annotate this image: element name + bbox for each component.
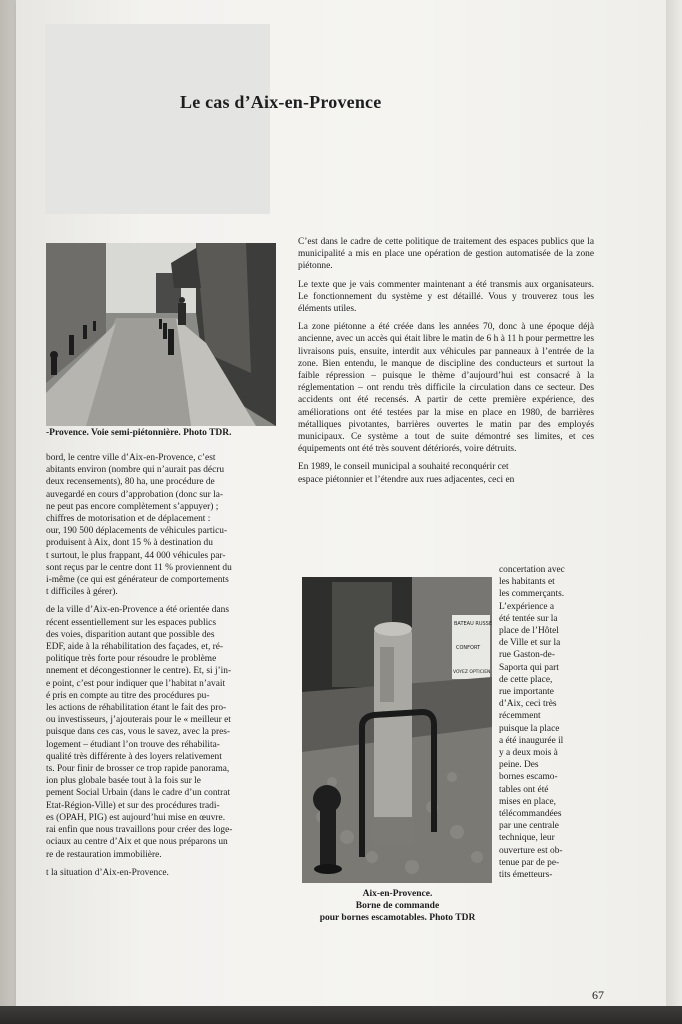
text-line: chiffres de motorisation et de déplacement :	[46, 514, 211, 525]
text-line: les commerçants.	[499, 589, 565, 600]
text-line: politique très forte pour résoudre le problème	[46, 654, 217, 665]
text-line: é pris en compte au titre des procédures pu-	[46, 690, 210, 701]
text-line: rai enfin que nous travaillons pour créer des loge-	[46, 825, 233, 836]
photo-caption: -Provence. Voie semi-piétonnière. Photo TDR.	[46, 428, 232, 438]
table-edge	[0, 1006, 682, 1024]
text-line: e point, c’est pour indiquer que l’habitat n’avait	[46, 678, 226, 689]
text-line: puisque la place	[499, 723, 560, 734]
shop-sign: CONFORT	[456, 645, 481, 651]
text-line: peine. Des	[499, 760, 539, 771]
bollard-photo	[302, 577, 492, 883]
text-line: concertation avec	[499, 565, 565, 575]
text-line: bord, le centre ville d’Aix-en-Provence, c’est	[46, 453, 216, 463]
text-line: de Ville et sur la	[499, 638, 561, 649]
text-line: logement – étudiant l’on trouve des réhabilita-	[46, 739, 220, 750]
narrow-text-column	[499, 564, 595, 881]
shop-sign: BATEAU RUSSE	[454, 621, 492, 627]
text-line: L’expérience a	[499, 601, 555, 612]
text-line: produisent à Aix, dont 15 % à destination du	[46, 538, 213, 549]
text-line: sont reçus par le centre dont 11 % proviennent du	[46, 562, 232, 573]
text-line: tables ont été	[499, 784, 549, 795]
text-line: qualité très différente à des loyers relativement	[46, 751, 222, 762]
caption-line: pour bornes escamotables. Photo TDR	[319, 913, 476, 923]
text-line: re de restauration immobilière.	[46, 849, 162, 860]
paragraph-line: En 1989, le conseil municipal a souhaité reconquérir cet	[298, 462, 509, 473]
text-line: ion plus globale basée tout à la fois sur le	[46, 776, 201, 787]
text-line: Saporta qui part	[499, 662, 559, 673]
text-line: deux recensements), 80 ha, une procédure de	[46, 477, 215, 488]
caption-line: Borne de commande	[355, 901, 440, 911]
text-line: t la situation d’Aix-en-Provence.	[46, 867, 169, 878]
text-line: ou investisseurs, j’ajouterais pour le « meilleur et	[46, 715, 231, 726]
caption-line: Aix-en-Provence.	[362, 889, 433, 899]
page-title: Le cas d’Aix-en-Provence	[180, 92, 382, 112]
shop-sign: VOYEZ OPTICIEN	[453, 670, 491, 675]
text-line: Etat-Région-Ville) et sur des procédures tradi-	[46, 800, 220, 811]
text-line: tenue par de pe-	[499, 857, 560, 868]
text-line: a été inaugurée il	[499, 735, 564, 746]
text-line: EDF, aide à la réhabilitation des façades, et, ré-	[46, 642, 224, 653]
text-line: ociaux au centre d’Aix et que nous préparons un	[46, 837, 228, 848]
street-photo	[46, 243, 276, 426]
text-line: les actions de réhabilitation étant le fait des pro-	[46, 703, 227, 714]
page-edge	[666, 0, 682, 1024]
text-line: pement Social Urbain (dans le cadre d’un contrat	[46, 788, 231, 799]
paragraph-line: espace piétonnier et l’étendre aux rues adjacentes, ceci en	[298, 474, 515, 485]
text-line: mises en place,	[499, 796, 557, 807]
text-line: nnement et décongestionner le centre). Et, si j’in-	[46, 666, 232, 677]
text-line: puisque dans ces cas, vous le savez, avec la pres-	[46, 727, 231, 738]
page-number: 67	[592, 988, 604, 1002]
text-line: tits émetteurs-	[499, 870, 553, 881]
text-line: télécommandées	[499, 809, 562, 820]
text-line: par une centrale	[499, 821, 559, 832]
text-line: abitants environ (nombre qui n’aurait pas décru	[46, 465, 225, 476]
photo-caption	[300, 888, 495, 924]
text-line: es (OPAH, PIG) est aujourd’hui mise en œuvre.	[46, 812, 226, 823]
text-line: place de l’Hôtel	[499, 626, 559, 637]
paragraph: C’est dans le cadre de cette politique de traitement des espaces publics que la municipalité a mis en place une opération de gestion automatisée de la zone piétonne.	[298, 237, 594, 272]
text-line: récemment	[499, 711, 541, 722]
text-line: bornes escamo-	[499, 772, 558, 783]
text-line: i-même (ce qui est générateur de comportements	[46, 575, 229, 586]
text-line: y a deux mois à	[499, 748, 558, 759]
text-line: auvegardé en cours d’approbation (donc sur la-	[46, 489, 224, 500]
text-line: les habitants et	[499, 577, 555, 588]
text-line: t surtout, le plus frappant, 44 000 véhicules par-	[46, 550, 226, 561]
text-line: récent essentiellement sur les espaces publics	[46, 617, 216, 628]
text-line: t difficiles à gérer).	[46, 587, 118, 598]
text-line: technique, leur	[499, 833, 555, 844]
gray-header-block	[45, 24, 270, 214]
paragraph: Le texte que je vais commenter maintenant a été transmis aux organisateurs. Le fonctionnement du système y est détaillé. Vous y trouverez tous les éléments utiles.	[298, 279, 594, 315]
text-line: d’Aix, ceci très	[499, 699, 557, 710]
text-line: ouverture est ob-	[499, 845, 563, 856]
text-line: des voies, disparition autant que possible des	[46, 629, 215, 640]
text-line: été tentée sur la	[499, 613, 558, 624]
right-text-column	[298, 236, 594, 486]
text-line: rue Gaston-de-	[499, 650, 555, 661]
text-line: our, 190 500 déplacements de véhicules particu-	[46, 526, 228, 537]
text-line: ts. Pour finir de brosser ce trop rapide panorama,	[46, 764, 230, 775]
paragraph: La zone piétonne a été créée dans les années 70, donc à une époque déjà ancienne, avec un accès qui était libre le matin de 6 h à 11 h pour permettre les livraisons puis, ensuite, interdit aux véhicules par panneaux à l’entrée de la zone. Bien entendu, le manque de discipline des conducteurs et surtout la faible répression – puisque le thème d’aujourd’hui est consacré à la réglementation – ont rendu très difficile la circulation dans ce secteur. Des accidents ont été recensés. A partir de cette première expérience, des améliorations ont été testées par la mise en place en 1980, de barrières métalliques pivotantes, barrières ouvertes le matin par des employés municipaux. Ce système a tout de suite démontré ses limites, et ces équipements ont été très souvent détériorés, voire détruits.	[298, 322, 594, 455]
left-text-column	[46, 452, 278, 879]
text-line: de cette place,	[499, 674, 553, 685]
text-line: de la ville d’Aix-en-Provence a été orientée dans	[46, 605, 229, 616]
text-line: ne peut pas encore complètement s’appuyer) ;	[46, 501, 219, 512]
text-line: rue importante	[499, 687, 554, 698]
